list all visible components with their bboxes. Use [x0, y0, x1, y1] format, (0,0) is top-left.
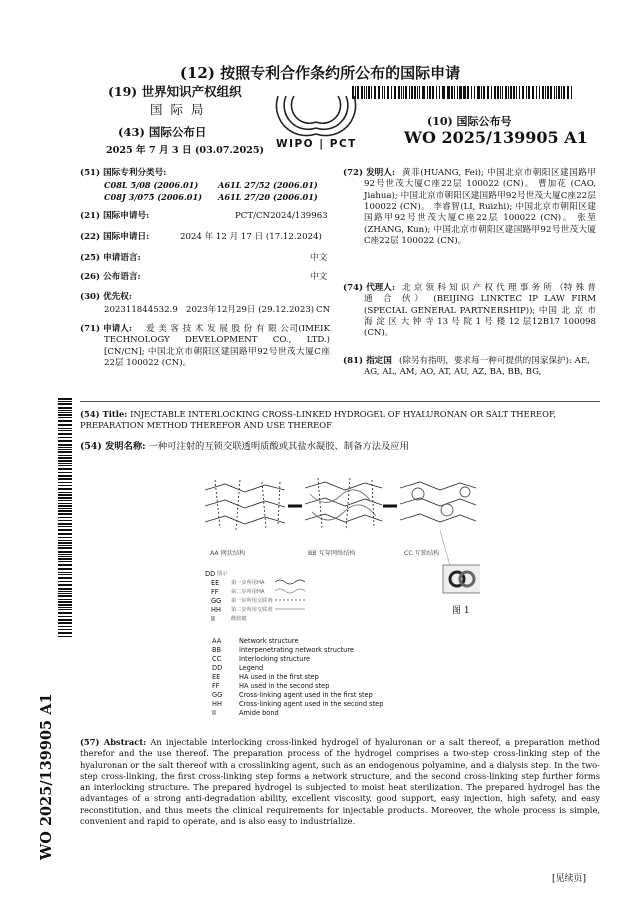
barcode-bar — [58, 540, 72, 542]
separator-line — [80, 401, 600, 402]
legend-text-4: HA used in the first step — [239, 673, 319, 681]
barcode-bar — [58, 593, 72, 595]
inset-legend-text-4: 第二步所用交联剂 — [231, 607, 273, 613]
barcode-bar — [451, 86, 453, 99]
field-30-label: (30) 优先权: — [80, 292, 133, 302]
side-publication-number: WO 2025/139905 A1 — [38, 693, 55, 860]
barcode-bar — [58, 551, 72, 553]
barcode-bar — [58, 513, 72, 515]
barcode-bar — [357, 86, 359, 99]
abstract — [80, 737, 600, 827]
inset-legend-code-4: HH — [211, 606, 221, 614]
barcode-bar — [58, 430, 72, 432]
barcode-bar — [436, 86, 437, 99]
field-22-value: 2024 年 12 月 17 日 (17.12.2024) — [180, 232, 322, 242]
priority-date: 2023年12月29日 (29.12.2023) — [186, 305, 315, 315]
barcode-bar — [384, 86, 386, 99]
barcode-bar — [58, 485, 72, 487]
barcode-bar — [58, 455, 72, 456]
barcode-bar — [419, 86, 421, 99]
barcode-bar — [58, 622, 72, 624]
barcode-bar — [554, 86, 555, 99]
barcode-bar — [58, 503, 72, 505]
barcode-bar — [58, 609, 72, 611]
barcode-bar — [526, 86, 527, 99]
english-title-text: INJECTABLE INTERLOCKING CROSS-LINKED HYDROGEL OF HYALURONAN OR SALT THEREOF, PREPARATION METHOD THEREFOR AND USE THEREOF — [80, 409, 557, 431]
barcode-bar — [58, 561, 72, 562]
barcode-bar — [387, 86, 389, 99]
legend-text-0: Network structure — [239, 637, 299, 645]
ipc-row-2-a: C08J 3/075 (2006.01) — [104, 192, 203, 202]
barcode-bar — [58, 444, 72, 446]
barcode-bar — [571, 86, 572, 99]
barcode-bar — [58, 401, 72, 402]
barcode-left — [58, 398, 72, 638]
legend-text-1: Interpenetrating network structure — [239, 646, 354, 654]
barcode-bar — [439, 86, 441, 99]
barcode-bar — [58, 517, 72, 518]
barcode-bar — [563, 86, 565, 99]
english-title-label: (54) Title: — [80, 409, 128, 419]
barcode-bar — [491, 86, 492, 99]
field-25-label: (25) 申请语言: — [80, 253, 141, 263]
figure-legend — [212, 637, 512, 722]
barcode-bar — [459, 86, 461, 99]
legend-text-2: Interlocking structure — [239, 655, 311, 663]
barcode-bar — [508, 86, 509, 99]
barcode-bar — [429, 86, 431, 99]
barcode-bar — [448, 86, 450, 99]
barcode-bar — [561, 86, 562, 99]
barcode-bar — [403, 86, 405, 99]
barcode-bar — [411, 86, 413, 99]
field-74-label: (74) 代理人: — [343, 283, 396, 293]
barcode-bar — [394, 86, 396, 99]
chinese-title-text: 一种可注射的互锁交联透明质酸或其盐水凝胶、制备方法及应用 — [148, 441, 409, 452]
pub-number: WO 2025/139905 A1 — [404, 128, 588, 147]
barcode-bar — [364, 86, 365, 99]
barcode-bar — [58, 505, 72, 507]
barcode-bar — [58, 619, 72, 621]
network-structure-drawing — [205, 480, 285, 530]
field-21-label: (21) 国际申请号: — [80, 211, 150, 221]
barcode-bar — [427, 86, 428, 99]
barcode-bar — [481, 86, 482, 99]
barcode-bar — [58, 591, 72, 592]
barcode-bar — [58, 451, 72, 453]
barcode-bar — [58, 616, 72, 617]
org-bureau: 国 际 局 — [150, 102, 206, 117]
barcode-bar — [374, 86, 376, 99]
barcode-bar — [474, 86, 476, 99]
english-title — [80, 409, 600, 431]
barcode-bar — [58, 545, 72, 546]
barcode-bar — [58, 526, 72, 527]
barcode-bar — [483, 86, 485, 99]
barcode-bar — [371, 86, 372, 99]
legend-code-3: DD — [212, 664, 223, 672]
barcode-bar — [58, 588, 72, 590]
barcode-bar — [58, 463, 72, 464]
field-21-value: PCT/CN2024/139963 — [235, 211, 328, 221]
inset-legend-code-5: II — [211, 615, 215, 623]
barcode-bar — [567, 86, 569, 99]
legend-code-4: EE — [212, 673, 221, 681]
barcode-bar — [361, 86, 363, 99]
interlocking-structure-drawing — [400, 482, 476, 522]
priority-country: CN — [316, 305, 331, 315]
legend-code-7: HH — [212, 700, 222, 708]
barcode-bar — [58, 497, 72, 499]
barcode-bar — [58, 449, 72, 451]
barcode-bar — [497, 86, 499, 99]
barcode-bar — [58, 510, 72, 512]
barcode-bar — [58, 433, 72, 435]
barcode-bar — [58, 508, 72, 509]
barcode-bar — [58, 584, 72, 586]
barcode-bar — [58, 574, 72, 576]
legend-text-6: Cross-linking agent used in the first step — [239, 691, 373, 699]
barcode-bar — [58, 564, 72, 566]
inset-legend-code-3: GG — [211, 597, 222, 605]
abstract-text: An injectable interlocking cross-linked hydrogel of hyaluronan or a salt thereof, a preparation method therefor and the use thereof. The preparation process of the hydrogel comprises a two-step cross-linking step of the hyaluronan or the salt thereof with a crosslinking agent, such as an endogenous polyamine, and a dialysis step. In the two-step cross-linking, the first cross-linking step forms a network structure, and the second cross-linking step further forms an interlocking structure. The prepared hydrogel is subjected to moist heat sterilization. The prepared hydrogel has the advantages of a strong anti-degradation ability, excellent viscosity, good support, easy injection, high safety, and easy reconstitution, and thus meets the clinical requirements for injectable products. Moreover, the whole process is simple, convenient and rapid to operate, and is also easy to industrialize. — [80, 737, 600, 826]
barcode-bar — [58, 468, 72, 470]
barcode-bar — [58, 403, 72, 405]
barcode-bar — [58, 428, 72, 429]
barcode-bar — [545, 86, 546, 99]
barcode-bar — [422, 86, 424, 99]
barcode-bar — [58, 488, 72, 490]
barcode-bar — [463, 86, 464, 99]
barcode-bar — [550, 86, 552, 99]
chinese-title — [80, 441, 600, 453]
barcode-bar — [378, 86, 380, 99]
barcode-bar — [558, 86, 560, 99]
barcode-bar — [58, 398, 72, 400]
barcode-bar — [355, 86, 356, 99]
barcode-bar — [58, 599, 72, 600]
ipc-row-1-b: A61L 27/52 (2006.01) — [218, 180, 318, 190]
stage-label-cc: CC 互锁结构 — [404, 550, 440, 557]
barcode-bar — [352, 86, 354, 99]
org-name: (19) 世界知识产权组织 — [108, 84, 242, 99]
barcode-bar — [58, 440, 72, 442]
barcode-bar — [58, 595, 72, 597]
inset-legend-text-5: 酰胺键 — [231, 616, 247, 622]
barcode-bar — [494, 86, 496, 99]
legend-code-6: GG — [212, 691, 223, 699]
abstract-label: (57) Abstract: — [80, 737, 147, 747]
barcode-bar — [58, 465, 72, 467]
field-25-value: 中文 — [310, 253, 328, 263]
barcode-bar — [58, 607, 72, 608]
document-type-heading: (12) 按照专利合作条约所公布的国际申请 — [179, 64, 461, 82]
barcode-bar — [58, 632, 72, 634]
field-51-label: (51) 国际专利分类号: — [80, 168, 167, 178]
barcode-bar — [58, 581, 72, 582]
barcode-bar — [58, 492, 72, 493]
barcode-bar — [58, 482, 72, 483]
barcode-bar — [547, 86, 549, 99]
barcode-bar — [58, 601, 72, 603]
inset-legend-code-1: EE — [211, 579, 220, 587]
legend-code-0: AA — [212, 637, 222, 645]
barcode-bar — [505, 86, 507, 99]
barcode-bar — [532, 86, 534, 99]
barcode-bar — [401, 86, 402, 99]
barcode-bar — [477, 86, 479, 99]
pub-date-label: (43) 国际公布日 — [118, 125, 207, 139]
barcode-bar — [457, 86, 459, 99]
barcode-bar — [536, 86, 537, 99]
field-26-label: (26) 公布语言: — [80, 272, 141, 282]
barcode-bar — [58, 417, 72, 418]
field-72-label: (72) 发明人: — [343, 168, 396, 178]
figure-label: 图 1 — [452, 606, 470, 616]
barcode-bar — [58, 472, 72, 473]
inset-legend-text-1: 第一步所用HA — [231, 580, 265, 586]
barcode-bar — [502, 86, 504, 99]
barcode-bar — [398, 86, 400, 99]
legend-text-5: HA used in the second step — [239, 682, 330, 690]
barcode-top — [352, 86, 574, 99]
legend-text-3: Legend — [239, 664, 264, 672]
legend-code-1: BB — [212, 646, 222, 654]
pub-number-label: (10) 国际公布号 — [427, 115, 512, 128]
barcode-bar — [405, 86, 407, 99]
continued-note: [见续页] — [552, 874, 587, 884]
legend-code-5: FF — [212, 682, 220, 690]
inset-legend-text-2: 第二步所用HA — [231, 589, 265, 595]
barcode-bar — [556, 86, 558, 99]
legend-code-8: II — [212, 709, 216, 717]
barcode-bar — [58, 414, 72, 416]
barcode-bar — [58, 447, 72, 448]
barcode-bar — [382, 86, 383, 99]
field-22-label: (22) 国际申请日: — [80, 232, 150, 242]
barcode-bar — [417, 86, 418, 99]
inset-legend-code-2: FF — [211, 588, 219, 596]
stage-label-bb: BB 互穿网络结构 — [308, 550, 356, 557]
inset-legend-text-3: 第一步所用交联剂 — [231, 598, 273, 604]
ipc-row-2-b: A61L 27/20 (2006.01) — [218, 192, 318, 202]
barcode-bar — [391, 86, 392, 99]
barcode-bar — [487, 86, 489, 99]
barcode-bar — [58, 568, 72, 570]
ipc-row-1-a: C08L 5/08 (2006.01) — [104, 180, 199, 190]
applicant-text: 爱 美 客 技 术 发 展 股 份 有 限 公司(IMEIK TECHNOLOGY DEVELOPMENT CO., LTD.) [CN/CN]; 中国北京市朝阳区建国路甲92号世茂大厦C座22层 100022 (CN)。 — [104, 324, 330, 369]
barcode-bar — [58, 520, 72, 522]
barcode-bar — [542, 86, 544, 99]
barcode-bar — [409, 86, 410, 99]
barcode-bar — [58, 424, 72, 426]
barcode-bar — [432, 86, 434, 99]
barcode-bar — [58, 529, 72, 531]
barcode-bar — [58, 542, 72, 544]
barcode-bar — [58, 537, 72, 538]
barcode-bar — [58, 475, 72, 477]
barcode-bar — [58, 437, 72, 438]
barcode-bar — [414, 86, 416, 99]
barcode-bar — [58, 533, 72, 535]
stage-label-aa: AA 网状结构 — [210, 550, 246, 557]
barcode-bar — [58, 412, 72, 414]
barcode-bar — [58, 572, 72, 573]
designated-states-text: (除另有指明，要求每一种可提供的国家保护): AE, AG, AL, AM, AO, AT, AU, AZ, BA, BB, BG, — [364, 356, 590, 378]
legend-text-8: Amide bond — [239, 709, 279, 717]
interpenetrating-structure-drawing — [305, 478, 382, 530]
barcode-bar — [58, 626, 72, 627]
inset-legend-code-0: DD — [205, 570, 216, 578]
barcode-bar — [366, 86, 368, 99]
wipo-logo-text: WIPO | PCT — [276, 138, 357, 150]
barcode-bar — [471, 86, 472, 99]
barcode-bar — [58, 577, 72, 579]
field-81-label: (81) 指定国 — [343, 356, 392, 366]
barcode-bar — [464, 86, 466, 99]
legend-text-7: Cross-linking agent used in the second step — [239, 700, 384, 708]
barcode-bar — [58, 554, 72, 555]
barcode-bar — [454, 86, 455, 99]
barcode-bar — [58, 604, 72, 606]
barcode-bar — [58, 612, 72, 614]
barcode-bar — [58, 547, 72, 549]
barcode-bar — [539, 86, 541, 99]
field-26-value: 中文 — [310, 272, 328, 282]
priority-number: 202311844532.9 — [104, 305, 178, 315]
barcode-bar — [500, 86, 501, 99]
barcode-bar — [513, 86, 515, 99]
inset-legend-text-0: 图示 — [217, 571, 228, 577]
barcode-bar — [516, 86, 517, 99]
barcode-bar — [467, 86, 469, 99]
barcode-bar — [58, 556, 72, 558]
field-71-label: (71) 申请人: — [80, 324, 133, 334]
barcode-bar — [58, 629, 72, 631]
barcode-bar — [58, 494, 72, 496]
barcode-bar — [447, 86, 448, 99]
inventors-text: 黄菲(HUANG, Fei); 中国北京市朝阳区建国路甲92号世茂大厦C座22层 100022 (CN)。 曹加花 (CAO, Jiahua); 中国北京市朝阳区建国路甲92号世茂大厦C座22层 100022 (CN)。 李睿智(LI, Ruizhi); 中国北京市朝阳区建国路甲92号世茂大厦C座22层 100022 (CN)。 张堃 (ZHANG, Kun); 中国北京市朝阳区建国路甲92号世茂大厦C座22层 100022 (CN)。 — [364, 168, 596, 247]
barcode-bar — [58, 410, 72, 411]
inset-legend — [205, 570, 355, 636]
barcode-bar — [58, 420, 72, 422]
barcode-bar — [58, 636, 72, 637]
barcode-bar — [528, 86, 530, 99]
barcode-bar — [519, 86, 521, 99]
inset-legend-symbols — [275, 570, 355, 630]
legend-code-2: CC — [212, 655, 222, 663]
barcode-bar — [368, 86, 370, 99]
barcode-bar — [58, 457, 72, 459]
pub-date: 2025 年 7 月 3 日 (03.07.2025) — [106, 145, 265, 156]
barcode-bar — [58, 460, 72, 462]
barcode-bar — [510, 86, 512, 99]
barcode-bar — [58, 523, 72, 525]
barcode-bar — [58, 478, 72, 480]
chinese-title-label: (54) 发明名称: — [80, 441, 146, 452]
barcode-bar — [58, 500, 72, 501]
agent-text: 北 京 领 科 知 识 产 权 代 理 事 务 所 （特 殊 普 通 合 伙） (BEIJING LINKTEC IP LAW FIRM (SPECIAL GENERAL PARTNERSHIP)); 中国 北 京 市 海 淀 区 大 钟 寺 13 号 院 1 号 楼 12 层12B17 100098 (CN)。 — [364, 283, 596, 339]
wipo-logo — [268, 88, 364, 152]
barcode-bar — [58, 407, 72, 409]
barcode-bar — [58, 558, 72, 560]
barcode-bar — [442, 86, 444, 99]
barcode-bar — [522, 86, 524, 99]
